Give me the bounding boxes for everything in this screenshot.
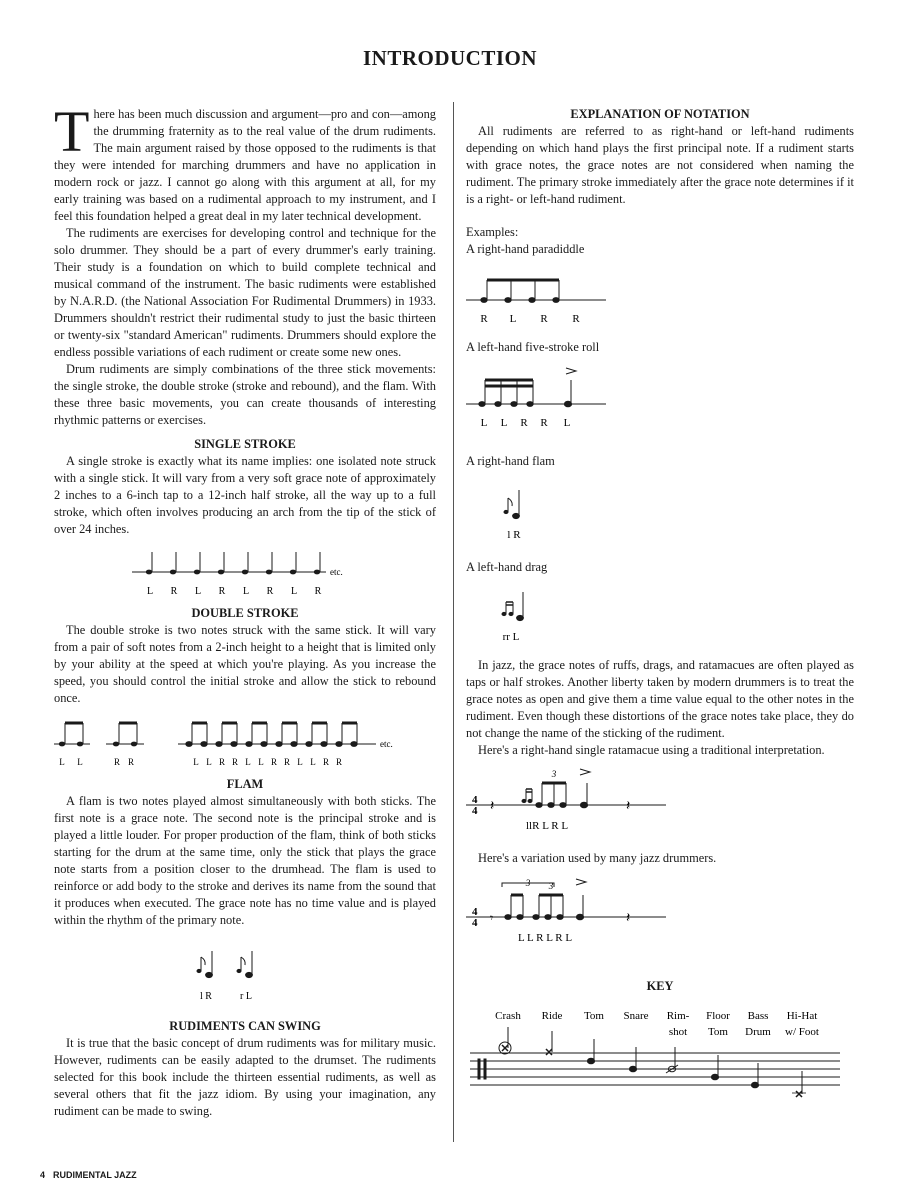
time-signature xyxy=(472,906,478,929)
page-footer xyxy=(40,1170,137,1180)
eighth-rest: 𝄾 xyxy=(490,911,494,925)
right-column xyxy=(466,106,854,1112)
intro-paragraph-2: The rudiments are exercises for developing control and technique for the solo drummer. They should be a part of every drummer's early training. Their study is a foundation on which to build complete technical and musical command of the instrument. The basic rudiments were established by N.A.R.D. (the National Association For Rudimental Drummers) in 1933. Drummers shouldn't restrict their rudimental study to just the basic thirteen or twenty-six "standard American" rudiments. Drummers should explore the endless possible variations of each rudiment or create some new ones. xyxy=(54,226,436,359)
ratamacue-sticking: llR L R L xyxy=(526,820,569,832)
quarter-rest: 𝄽 xyxy=(490,799,495,814)
sticking-letter: L xyxy=(500,417,508,429)
key-label-rimshot-1: Rim- xyxy=(666,1010,690,1022)
flam-notes xyxy=(504,490,519,519)
svg-text:4: 4 xyxy=(472,805,478,817)
notation-text: All rudiments are referred to as right-hand or left-hand rudiments depending on which hand plays the first principal note. If a rudiment starts with grace notes, the grace notes are not considered when naming the rudiment. The primary stroke immediately after the grace note determines if it is a right- or left-hand rudiment. xyxy=(466,124,854,206)
key-label-snare: Snare xyxy=(623,1010,649,1022)
example-2-caption: A left-hand five-stroke roll xyxy=(466,340,600,354)
double-stroke-text: The double stroke is two notes struck with the same stick. It will vary from a pair of soft notes from a 2-inch height to a height that is limited only by your ability at the speed at which you're playing. As you increase the speed, you should control the initial stroke and allow the stick to rebound once. xyxy=(54,623,436,705)
paradiddle-notes xyxy=(481,280,559,302)
sticking-letter: L xyxy=(258,757,264,767)
key-label-hi-hat-1: Hi-Hat xyxy=(786,1010,818,1022)
flam-label-left: r L xyxy=(240,991,252,1002)
page-number: 4 xyxy=(40,1170,46,1180)
sticking-letter: L xyxy=(310,757,316,767)
notation-heading: EXPLANATION OF NOTATION xyxy=(570,107,750,121)
sticking-letter: L xyxy=(290,586,298,597)
drag-notes xyxy=(502,592,523,621)
flam-heading: FLAM xyxy=(226,777,264,791)
left-column xyxy=(54,99,436,1120)
examples-label: Examples: xyxy=(466,225,519,239)
key-label-bass-drum-2: Drum xyxy=(745,1026,771,1038)
example-3-caption: A right-hand flam xyxy=(466,454,555,468)
key-label-floor-tom-2: Tom xyxy=(707,1026,729,1038)
key-labels xyxy=(495,1010,819,1038)
intro-paragraph-3: Drum rudiments are simply combinations of the three stick movements: the single stroke, the double stroke (stroke and rebound), and the flam. With these three basic movements, you can create thousands of interesting rhythmic patterns or exercises. xyxy=(54,362,436,427)
example-1-caption: A right-hand paradiddle xyxy=(466,242,585,256)
note xyxy=(290,552,296,574)
sticking-letter: R xyxy=(540,417,548,429)
note xyxy=(314,552,320,574)
quarter-rest: 𝄽 xyxy=(626,799,631,814)
column-divider xyxy=(453,102,454,1142)
page-title: INTRODUCTION xyxy=(362,46,538,70)
sticking-letter: L xyxy=(77,757,83,767)
sticking-letter: R xyxy=(218,757,226,767)
intro-paragraph-1-text: here has been much discussion and argument—pro and con—among the drumming fraternity as to the real value of the drum rudiments. The main argument raised by those opposed to the rudiments is that they were intended for marching drummers and have no application in modern rock or jazz. I cannot go along with this argument at all, for my early training was based on a rudimental approach to my instrument, and I feel this foundation helped a great deal in my later technical development. xyxy=(54,107,436,223)
five-stroke-roll-notation xyxy=(466,360,854,434)
sticking-letter: R xyxy=(266,586,274,597)
triplet-mark: 3 xyxy=(551,769,557,779)
sticking-letter: L xyxy=(245,757,251,767)
sticking-letter: L xyxy=(563,417,571,429)
variation-notes xyxy=(502,879,586,920)
etc-label: etc. xyxy=(380,739,393,749)
sticking-letter: R xyxy=(283,757,291,767)
triplet-mark: 3 xyxy=(525,878,531,888)
sticking-letter: R xyxy=(335,757,343,767)
key-label-crash: Crash xyxy=(495,1010,521,1022)
snare-note xyxy=(629,1047,636,1072)
single-stroke-heading: SINGLE STROKE xyxy=(194,437,296,451)
sticking-letter: L xyxy=(193,757,199,767)
ratamacue-variation-notation xyxy=(466,873,854,947)
triplet-mark: 3 xyxy=(548,881,554,891)
intro-paragraph-1 xyxy=(54,99,436,225)
sticking-letter: R xyxy=(520,417,528,429)
svg-text:4: 4 xyxy=(472,906,478,918)
sticking-letter: R xyxy=(322,757,330,767)
double-stroke-heading: DOUBLE STROKE xyxy=(191,606,299,620)
jazz-grace-notes-text: In jazz, the grace notes of ruffs, drags, and ratamacues are often played as taps or half strokes. Another liberty taken by modern drummers is to treat the grace notes as open and give them a time value equal to the other notes in the rudiment. Even though these distortions of the grace notes take place, they do not change the name of the sticking of the rudiment. xyxy=(466,658,854,740)
key-label-bass-drum-1: Bass xyxy=(747,1010,769,1022)
paradiddle-sticking xyxy=(480,313,580,325)
drop-cap: T xyxy=(54,99,90,164)
svg-text:4: 4 xyxy=(472,917,478,929)
swing-text: It is true that the basic concept of drum rudiments was for military music. However, rudiments can be easily adapted to the drumset. The rudiments selected for this book include the thirteen essential rudiments, as well as several others that fit the jazz idiom. By using your imagination, any rudiment can be made to swing. xyxy=(54,1036,436,1118)
quarter-rest: 𝄽 xyxy=(626,911,631,926)
book-title: RUDIMENTAL JAZZ xyxy=(53,1170,137,1180)
double-stroke-notation xyxy=(54,709,436,771)
sticking-letter: R xyxy=(113,757,121,767)
note xyxy=(242,552,248,574)
time-signature xyxy=(472,794,478,817)
tom-note xyxy=(587,1039,594,1064)
sticking-letter: R xyxy=(480,313,488,325)
single-stroke-notes xyxy=(146,552,320,574)
ride-note xyxy=(546,1031,552,1055)
note xyxy=(170,552,176,574)
etc-label: etc. xyxy=(330,567,343,577)
note xyxy=(266,552,272,574)
flam-right xyxy=(197,951,212,978)
flam-notation xyxy=(54,929,436,1009)
flam-left xyxy=(237,951,252,978)
five-stroke-notes xyxy=(479,368,576,407)
ratamacue-text: Here's a right-hand single ratamacue using a traditional interpretation. xyxy=(478,743,825,757)
sticking-letter: L xyxy=(509,313,517,325)
key-label-hi-hat-2: w/ Foot xyxy=(785,1026,819,1038)
sticking-letter: L xyxy=(194,586,202,597)
double-stroke-group-1 xyxy=(54,723,90,746)
sticking-letter: R xyxy=(572,313,580,325)
swing-heading: RUDIMENTS CAN SWING xyxy=(169,1019,321,1033)
key-heading: KEY xyxy=(646,979,674,993)
bass-drum-note xyxy=(751,1063,758,1088)
ratamacue-notation xyxy=(466,765,854,835)
double-stroke-group-2 xyxy=(106,723,144,746)
sticking-letter: L xyxy=(297,757,303,767)
crash-note xyxy=(499,1027,511,1054)
sticking-letter: R xyxy=(314,586,322,597)
double-stroke-group-3 xyxy=(178,723,376,746)
left-hand-drag-notation xyxy=(466,580,854,644)
key-label-ride: Ride xyxy=(541,1010,563,1022)
key-label-tom: Tom xyxy=(583,1010,605,1022)
variation-text: Here's a variation used by many jazz drummers. xyxy=(478,851,717,865)
key-staff xyxy=(470,1053,840,1085)
drag-sticking-label: rr L xyxy=(502,631,520,643)
single-stroke-sticking xyxy=(147,586,322,597)
note xyxy=(146,552,152,574)
variation-sticking: L L R L R L xyxy=(518,932,573,944)
sticking-letter: R xyxy=(540,313,548,325)
drum-key-notation xyxy=(466,1007,854,1107)
floor-tom-note xyxy=(711,1055,718,1080)
sticking-letter: L xyxy=(59,757,65,767)
key-label-rimshot-2: shot xyxy=(668,1026,688,1038)
svg-text:4: 4 xyxy=(472,794,478,806)
note xyxy=(218,552,224,574)
sticking-letter: L xyxy=(242,586,250,597)
flam-text: A flam is two notes played almost simultaneously with both sticks. The first note is a grace note. The second note is the principal stroke and is played a little louder. For proper production of the flam, think of both sticks starting for the drum at the same time, only the stick that plays the grace note starts from a position closer to the drumhead. The flam is used to reinforce or add body to the stroke and derives its name from the sound that it produces when executed. The grace note has no time value and is played within the rhythm of the primary note. xyxy=(54,794,436,927)
note xyxy=(194,552,200,574)
sticking-letter: R xyxy=(170,586,178,597)
sticking-letter: R xyxy=(218,586,226,597)
right-hand-flam-notation xyxy=(466,474,854,544)
sticking-letter: R xyxy=(231,757,239,767)
sticking-letter: R xyxy=(127,757,135,767)
paradiddle-notation xyxy=(466,264,854,328)
sticking-letter: L xyxy=(206,757,212,767)
key-label-floor-tom-1: Floor xyxy=(706,1010,730,1022)
example-4-caption: A left-hand drag xyxy=(466,560,548,574)
single-stroke-notation xyxy=(54,538,436,600)
sticking-letter: L xyxy=(146,586,154,597)
flam-label-right: l R xyxy=(200,991,212,1002)
single-stroke-text: A single stroke is exactly what its name implies: one isolated note struck with a single stick. It will vary from a very soft grace note of approximately 2 inches to a 6-inch tap to a 12-inch half stroke, all the way up to a full stroke, which often involves producing an arch from the tip of the stick of over 24 inches. xyxy=(54,454,436,536)
five-stroke-sticking xyxy=(481,417,571,429)
sticking-letter: L xyxy=(480,417,488,429)
flam-sticking-label: l R xyxy=(507,529,521,541)
sticking-letter: R xyxy=(270,757,278,767)
double-stroke-sticking xyxy=(59,757,342,767)
hi-hat-foot-note xyxy=(792,1071,806,1097)
